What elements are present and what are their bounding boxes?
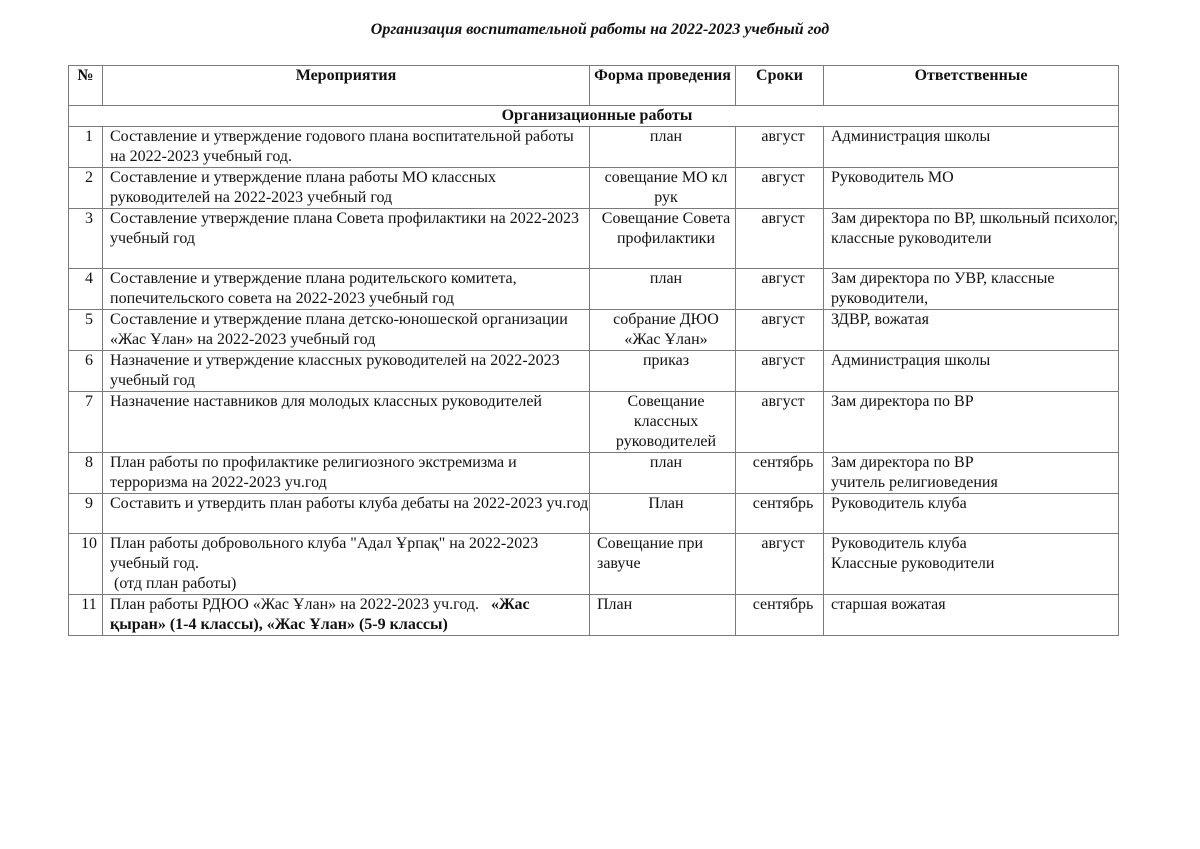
row-num: 11 bbox=[69, 595, 103, 636]
row-num: 9 bbox=[69, 494, 103, 534]
responsible-line: Классные руководители bbox=[831, 555, 995, 572]
section-title: Организационные работы bbox=[69, 106, 1119, 127]
row-num: 4 bbox=[69, 269, 103, 310]
row-form: совещание МО кл рук bbox=[590, 168, 736, 209]
table-row bbox=[69, 534, 1119, 595]
row-form: план bbox=[590, 269, 736, 310]
row-form: План bbox=[590, 494, 736, 534]
header-term: Сроки bbox=[736, 66, 824, 106]
table-row bbox=[69, 392, 1119, 453]
row-term: сентябрь bbox=[736, 494, 824, 534]
row-num: 1 bbox=[69, 127, 103, 168]
document-title: Организация воспитательной работы на 2022-2023 учебный год bbox=[370, 21, 830, 38]
table-header-row bbox=[69, 66, 1119, 106]
responsible-line: Зам директора по ВР bbox=[831, 454, 974, 471]
row-num: 8 bbox=[69, 453, 103, 494]
row-num: 5 bbox=[69, 310, 103, 351]
row-responsible: старшая вожатая bbox=[824, 595, 1119, 636]
row-event: План работы по профилактике религиозного экстремизма и терроризма на 2022-2023 уч.год bbox=[103, 453, 590, 494]
row-num: 7 bbox=[69, 392, 103, 453]
section-row bbox=[69, 106, 1119, 127]
row-event bbox=[103, 534, 590, 595]
row-responsible: Администрация школы bbox=[824, 351, 1119, 392]
row-term: август bbox=[736, 534, 824, 595]
row-responsible: Зам директора по ВР bbox=[824, 392, 1119, 453]
row-form: план bbox=[590, 127, 736, 168]
row-term: август bbox=[736, 127, 824, 168]
table-row bbox=[69, 269, 1119, 310]
row-term: август bbox=[736, 310, 824, 351]
table-row bbox=[69, 209, 1119, 269]
table-row bbox=[69, 168, 1119, 209]
row-num: 6 bbox=[69, 351, 103, 392]
row-term: сентябрь bbox=[736, 453, 824, 494]
row-event: Составление и утверждение плана работы МО классных руководителей на 2022-2023 учебный год bbox=[103, 168, 590, 209]
row-form: собрание ДЮО «Жас Ұлан» bbox=[590, 310, 736, 351]
row-event: Назначение и утверждение классных руководителей на 2022-2023 учебный год bbox=[103, 351, 590, 392]
row-form: Совещание при завуче bbox=[590, 534, 736, 595]
responsible-line: Руководитель клуба bbox=[831, 535, 967, 552]
row-num: 10 bbox=[69, 534, 103, 595]
row-event bbox=[103, 595, 590, 636]
row-responsible: ЗДВР, вожатая bbox=[824, 310, 1119, 351]
row-form: приказ bbox=[590, 351, 736, 392]
row-term: август bbox=[736, 168, 824, 209]
row-term: август bbox=[736, 269, 824, 310]
row-term: август bbox=[736, 351, 824, 392]
header-num: № bbox=[69, 66, 103, 106]
row-num: 3 bbox=[69, 209, 103, 269]
row-responsible bbox=[824, 534, 1119, 595]
table-row bbox=[69, 494, 1119, 534]
row-event: Составление утверждение плана Совета профилактики на 2022-2023 учебный год bbox=[103, 209, 590, 269]
row-event: Составить и утвердить план работы клуба дебаты на 2022-2023 уч.год bbox=[103, 494, 590, 534]
row-event: Составление и утверждение плана родительского комитета, попечительского совета на 2022-2023 учебный год bbox=[103, 269, 590, 310]
row-event: Составление и утверждение годового плана воспитательной работы на 2022-2023 учебный год. bbox=[103, 127, 590, 168]
events-table bbox=[68, 65, 1119, 636]
row-responsible: Руководитель МО bbox=[824, 168, 1119, 209]
header-responsible: Ответственные bbox=[824, 66, 1119, 106]
header-event: Мероприятия bbox=[103, 66, 590, 106]
header-form: Форма проведения bbox=[590, 66, 736, 106]
row-form: План bbox=[590, 595, 736, 636]
row-event: Составление и утверждение плана детско-юношеской организации «Жас Ұлан» на 2022-2023 учебный год bbox=[103, 310, 590, 351]
row-term: август bbox=[736, 209, 824, 269]
row-responsible bbox=[824, 453, 1119, 494]
table-row bbox=[69, 453, 1119, 494]
row-form: Совещание классных руководителей bbox=[590, 392, 736, 453]
row-term: август bbox=[736, 392, 824, 453]
row-event: Назначение наставников для молодых классных руководителей bbox=[103, 392, 590, 453]
row-form: план bbox=[590, 453, 736, 494]
row-responsible: Руководитель клуба bbox=[824, 494, 1119, 534]
table-row bbox=[69, 595, 1119, 636]
row-term: сентябрь bbox=[736, 595, 824, 636]
event-text: План работы РДЮО «Жас Ұлан» на 2022-2023 уч.год. bbox=[110, 596, 492, 613]
row-responsible: Зам директора по ВР, школьный психолог, классные руководители bbox=[824, 209, 1119, 269]
event-line: План работы добровольного клуба "Адал Ұрпақ" на 2022-2023 учебный год. bbox=[110, 535, 543, 572]
row-responsible: Зам директора по УВР, классные руководители, bbox=[824, 269, 1119, 310]
event-text-bold: «Жас қыран» (1-4 классы), «Жас Ұлан» (5-9 классы) bbox=[110, 596, 530, 633]
row-responsible: Администрация школы bbox=[824, 127, 1119, 168]
event-line: (отд план работы) bbox=[110, 575, 237, 592]
table-row bbox=[69, 127, 1119, 168]
table-row bbox=[69, 310, 1119, 351]
responsible-line: учитель религиоведения bbox=[831, 474, 998, 491]
row-form: Совещание Совета профилактики bbox=[590, 209, 736, 269]
row-num: 2 bbox=[69, 168, 103, 209]
table-row bbox=[69, 351, 1119, 392]
